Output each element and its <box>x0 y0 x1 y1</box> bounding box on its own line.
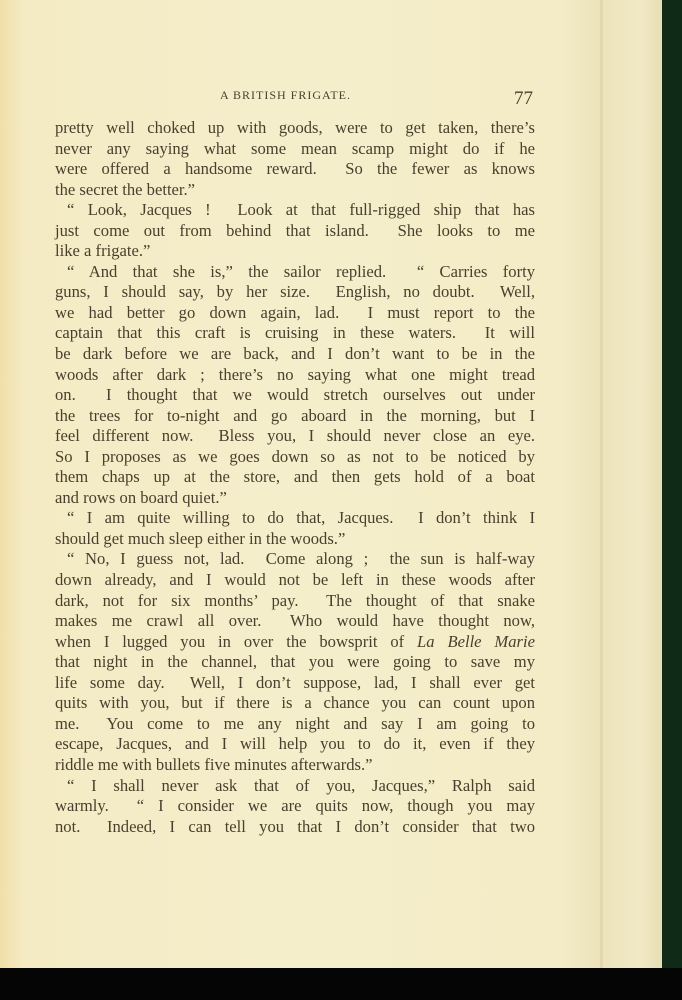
text-line <box>55 406 535 427</box>
text-line <box>55 734 535 755</box>
text-segment: not. Indeed, I can tell you that I don’t consider that two <box>55 816 535 836</box>
text-line <box>55 549 535 570</box>
text-line <box>55 241 535 262</box>
scan-background <box>0 968 682 1000</box>
text-segment: the trees for to-night and go aboard in the morning, but I <box>55 405 535 425</box>
text-line <box>55 776 535 797</box>
text-line <box>55 139 535 160</box>
text-segment: me. You come to me any night and say I am going to <box>55 713 535 733</box>
text-segment: down already, and I would not be left in these woods after <box>55 570 535 590</box>
text-segment: that night in the channel, that you were going to save my <box>55 652 535 672</box>
text-segment: quits with you, but if there is a chance you can count upon <box>55 693 535 713</box>
text-segment: like a frigate.” <box>55 241 151 261</box>
text-segment: warmly. “ I consider we are quits now, though you may <box>55 796 535 816</box>
text-segment: them chaps up at the store, and then gets hold of a boat <box>55 467 535 487</box>
text-segment: and rows on board quiet.” <box>55 487 227 507</box>
text-line <box>55 221 535 242</box>
text-line <box>55 796 535 817</box>
text-line <box>55 488 535 509</box>
italic-text: La Belle Marie <box>417 631 535 651</box>
text-segment: be dark before we are back, and I don’t want to be in the <box>55 344 535 364</box>
text-segment: just come out from behind that island. She looks to me <box>55 220 535 240</box>
text-segment: So I proposes as we goes down so as not to be noticed by <box>55 446 535 466</box>
text-line <box>55 611 535 632</box>
page-edge <box>600 0 603 968</box>
text-line <box>55 323 535 344</box>
text-line <box>55 262 535 283</box>
text-segment: were offered a handsome reward. So the fewer as knows <box>55 159 535 179</box>
text-line <box>55 180 535 201</box>
text-segment: guns, I should say, by her size. English, no doubt. Well, <box>55 282 535 302</box>
text-segment: “ I shall never ask that of you, Jacques,” Ralph said <box>67 775 535 795</box>
text-line <box>55 365 535 386</box>
text-line <box>55 508 535 529</box>
text-line <box>55 693 535 714</box>
text-segment: woods after dark ; there’s no saying what one might tread <box>55 364 535 384</box>
text-segment: on. I thought that we would stretch ourselves out under <box>55 385 535 405</box>
text-line <box>55 118 535 139</box>
text-line <box>55 303 535 324</box>
text-line <box>55 673 535 694</box>
text-line <box>55 570 535 591</box>
page-number: 77 <box>514 88 533 109</box>
text-segment: “ Look, Jacques ! Look at that full-rigged ship that has <box>67 200 535 220</box>
text-segment: never any saying what some mean scamp might do if he <box>55 138 535 158</box>
text-line <box>55 591 535 612</box>
text-line <box>55 529 535 550</box>
text-line <box>55 652 535 673</box>
text-line <box>55 159 535 180</box>
text-line <box>55 426 535 447</box>
text-line <box>55 817 535 838</box>
book-cover-edge <box>662 0 682 1000</box>
text-segment: we had better go down again, lad. I must report to the <box>55 302 535 322</box>
text-segment: life some day. Well, I don’t suppose, lad, I shall ever get <box>55 672 535 692</box>
text-segment: riddle me with bullets five minutes afterwards.” <box>55 754 373 774</box>
text-line <box>55 385 535 406</box>
text-line <box>55 282 535 303</box>
text-segment: feel different now. Bless you, I should never close an eye. <box>55 426 535 446</box>
text-segment: “ No, I guess not, lad. Come along ; the sun is half-way <box>67 549 535 569</box>
text-segment: makes me crawl all over. Who would have thought now, <box>55 611 535 631</box>
text-line <box>55 467 535 488</box>
text-segment: “ I am quite willing to do that, Jacques. I don’t think I <box>67 508 535 528</box>
page-body-text <box>55 118 535 837</box>
text-line <box>55 200 535 221</box>
text-segment: “ And that she is,” the sailor replied. “ Carries forty <box>67 261 535 281</box>
text-line <box>55 755 535 776</box>
text-segment: when I lugged you in over the bowsprit of <box>55 631 418 651</box>
text-segment: captain that this craft is cruising in these waters. It will <box>55 323 535 343</box>
text-segment: the secret the better.” <box>55 179 196 199</box>
running-title: A BRITISH FRIGATE. <box>220 88 352 102</box>
text-line <box>55 632 535 653</box>
text-segment: should get much sleep either in the woods.” <box>55 528 346 548</box>
text-segment: dark, not for six months’ pay. The thought of that snake <box>55 590 535 610</box>
text-line <box>55 344 535 365</box>
text-segment: pretty well choked up with goods, were to get taken, there’s <box>55 118 535 137</box>
text-line <box>55 714 535 735</box>
text-segment: escape, Jacques, and I will help you to do it, even if they <box>55 734 535 754</box>
text-line <box>55 447 535 468</box>
